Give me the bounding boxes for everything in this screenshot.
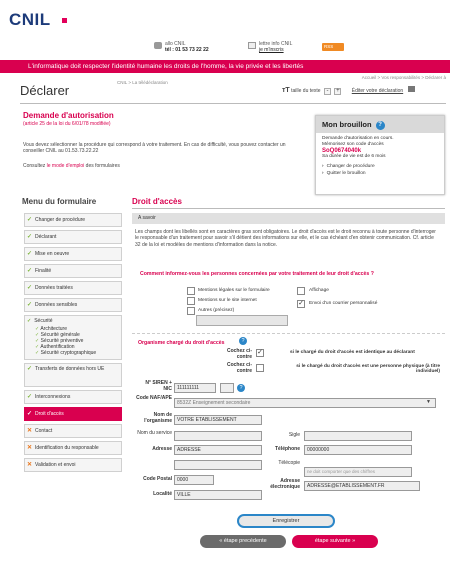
cross-icon: ✕ <box>27 462 33 468</box>
email-label: Adresse électronique <box>270 478 300 490</box>
check-icon: ✓ <box>27 251 33 257</box>
sub-label: Sécurité cryptographique <box>40 350 97 356</box>
divider <box>20 103 446 104</box>
form-menu <box>24 213 122 475</box>
menu-item-label: Validation et envoi <box>35 462 76 468</box>
checkbox-mentions-internet[interactable] <box>187 297 195 305</box>
sub-label: Authentification <box>40 344 75 350</box>
menu-item-label: Déclarant <box>35 234 57 240</box>
menu-item-droit-acces[interactable] <box>24 407 122 421</box>
phone-number: tél : 01 53 73 22 22 <box>165 47 209 53</box>
draft-line1: Demande d'autorisation en cours. <box>322 136 394 141</box>
draft-header <box>316 116 444 133</box>
menu-item-interconnexions[interactable] <box>24 390 122 404</box>
service-input[interactable] <box>174 431 262 441</box>
check-icon: ✓ <box>27 411 33 417</box>
telecopie-input[interactable]: ne doit comporter que des chiffres <box>304 467 412 477</box>
intro-text: Vous devez sélectionner la procédure qui correspond à votre traitement. En cas de difficulté, vous pouvez contacter un conseiller CNIL au 01.53.73.22.22 <box>23 142 286 154</box>
menu-item-label: Données traitées <box>35 285 73 291</box>
info-text: Les champs dont les libellés sont en caractères gras sont obligatoires. Le droit d'accès est le droit reconnu à toute personne d'interroger le responsable d'un traitement pour savoir s'il détient des informations sur elle, et le cas échéant d'en obtenir communication. Cf. article 32 de la loi et modèles de mentions d'information dans la notice. <box>135 229 436 248</box>
menu-item-changer[interactable] <box>24 213 122 227</box>
cochez-label-2: Cochez ci-contre <box>226 362 252 374</box>
checkbox-autres[interactable] <box>187 307 195 315</box>
save-button[interactable]: Enregistrer <box>237 514 335 528</box>
menu-item-transferts[interactable] <box>24 363 122 387</box>
nom-input[interactable]: VOTRE ETABLISSEMENT <box>174 415 262 425</box>
newsletter-link[interactable]: je m'inscris <box>259 47 284 53</box>
edit-declaration-link[interactable]: Éditer votre déclaration <box>351 88 404 94</box>
menu-item-label: Interconnexions <box>35 394 71 400</box>
cp-input[interactable]: 0000 <box>174 475 214 485</box>
checkbox-mentions-legales[interactable] <box>187 287 195 295</box>
menu-item-label: Identification du responsable <box>35 445 99 451</box>
menu-item-label: Données sensibles <box>35 302 78 308</box>
phone-icon <box>154 42 162 49</box>
consult-prefix: Consultez <box>23 163 47 169</box>
check-icon: ✓ <box>27 366 33 372</box>
menu-item-validation[interactable] <box>24 458 122 472</box>
text-size-label: taille du texte <box>291 88 321 94</box>
logo-dot <box>62 18 67 23</box>
rss-icon: RSS <box>324 44 334 49</box>
menu-item-sensibles[interactable] <box>24 298 122 312</box>
consult-suffix: des formulaires <box>84 163 120 169</box>
menu-subitem[interactable] <box>27 350 119 356</box>
cnil-logo[interactable]: CNIL <box>9 10 51 29</box>
checkbox-courrier[interactable]: ✓ <box>298 300 304 307</box>
draft-line3: Sa durée de vie est de 6 mois <box>322 154 386 159</box>
menu-item-label: Transferts de données hors UE <box>35 366 105 372</box>
check-icon: ✓ <box>27 394 33 400</box>
declaration-title: Demande d'autorisation <box>23 111 114 120</box>
menu-item-declarant[interactable] <box>24 230 122 244</box>
sub-label: Sécurité préventive <box>40 338 84 344</box>
newsletter-block <box>259 41 292 53</box>
cross-icon: ✕ <box>27 445 33 451</box>
mail-icon <box>248 42 256 49</box>
check-icon: ✓ <box>27 318 32 324</box>
print-icon[interactable] <box>408 86 415 92</box>
label-identique-declarant: si le chargé du droit d'accès est identique au déclarant <box>290 350 415 355</box>
telephone-label: Téléphone <box>274 446 300 452</box>
breadcrumb[interactable]: CNIL > La télédéclaration <box>117 80 168 85</box>
previous-step-button[interactable]: « étape precédente <box>200 535 286 548</box>
sub-label: Sécurité générale <box>40 332 80 338</box>
declaration-subtitle: (article 25 de la loi du 6/01/78 modifiée) <box>23 121 111 127</box>
label-mentions-internet: Mentions sur le site internet <box>198 298 257 303</box>
menu-item-finalite[interactable] <box>24 264 122 278</box>
checkbox-personne-physique[interactable] <box>256 364 264 372</box>
label-courrier: Envoi d'un courrier personnalisé <box>309 301 378 306</box>
telephone-input[interactable]: 00000000 <box>304 445 412 455</box>
menu-item-securite[interactable] <box>24 315 122 360</box>
check-icon: ✓ <box>27 217 33 223</box>
text-size-icon: тT <box>282 87 290 94</box>
autres-input[interactable] <box>196 315 288 326</box>
nic-input[interactable] <box>220 383 234 393</box>
nom-label: Nom de l'organisme <box>144 412 172 424</box>
checkbox-affichage[interactable] <box>297 287 305 295</box>
next-step-button[interactable]: étape suivante » <box>292 535 378 548</box>
draft-title: Mon brouillon <box>322 120 372 129</box>
help-icon[interactable]: ? <box>239 337 247 345</box>
cross-icon: ✕ <box>27 428 33 434</box>
menu-item-identification[interactable] <box>24 441 122 455</box>
change-procedure-link[interactable]: › Changer de procédure <box>322 164 438 170</box>
menu-item-contact[interactable] <box>24 424 122 438</box>
label-affichage: Affichage <box>309 288 329 293</box>
menu-item-label: Changer de procédure <box>35 217 86 223</box>
help-icon[interactable]: ? <box>376 121 385 130</box>
draft-code: SoQ0674040k <box>322 148 362 154</box>
ville-input[interactable]: VILLE <box>174 490 262 500</box>
phone-label: allo CNIL <box>165 41 186 47</box>
check-icon: ✓ <box>35 350 40 356</box>
menu-item-label: Contact <box>35 428 53 434</box>
naf-select[interactable]: 8532Z Enseignement secondaire <box>174 398 436 408</box>
a-savoir-header[interactable]: A savoir <box>132 213 445 224</box>
service-label: Nom du service <box>137 430 172 436</box>
adresse-label: Adresse <box>152 446 172 452</box>
draft-line2: Mémorisez son code d'accès <box>322 142 384 147</box>
sigle-input[interactable] <box>304 431 412 441</box>
checkbox-identique-declarant[interactable]: ✓ <box>257 349 263 356</box>
adresse-input-1[interactable]: ADRESSE <box>174 445 262 455</box>
sigle-label: Sigle <box>288 432 300 438</box>
label-autres: Autres (précisez) <box>198 308 235 313</box>
adresse-input-2[interactable] <box>174 460 262 470</box>
siren-input[interactable]: 111111111 <box>174 383 216 393</box>
divider <box>132 208 445 209</box>
chevron-down-icon[interactable]: ▼ <box>426 399 431 405</box>
email-input[interactable]: ADRESSE@ETABLISSEMENT.FR <box>304 481 420 491</box>
newsletter-label: lettre info CNIL <box>259 41 293 47</box>
draft-panel <box>315 115 445 195</box>
cp-label: Code Postal <box>143 476 172 482</box>
siren-label: N° SIREN + NIC <box>145 380 172 392</box>
check-icon: ✓ <box>27 268 33 274</box>
mode-emploi-link[interactable]: le mode d'emploi <box>46 163 85 169</box>
consult-text <box>23 163 120 169</box>
naf-label: Code NAF/APE <box>136 395 172 401</box>
menu-item-label: Mise en oeuvre <box>35 251 70 257</box>
check-icon: ✓ <box>27 234 33 240</box>
check-icon: ✓ <box>35 326 40 332</box>
text-minus-button[interactable]: - <box>324 88 331 95</box>
quit-draft-link[interactable]: › Quitter le brouillon <box>322 171 438 177</box>
section-title: Droit d'accès <box>132 197 182 206</box>
page-title: Déclarer <box>20 83 70 98</box>
telecopie-label: Télécopie <box>278 460 300 466</box>
rss-button[interactable] <box>322 43 344 51</box>
label-mentions-legales: Mentions légales sur le formulaire <box>198 288 270 293</box>
menu-item-mise-en-oeuvre[interactable] <box>24 247 122 261</box>
information-question: Comment informez-vous les personnes concernées par votre traitement de leur droit d'accès ? <box>140 271 374 277</box>
divider <box>132 333 445 334</box>
sub-label: Architecture <box>40 326 68 332</box>
ville-label: Localité <box>153 491 172 497</box>
motto-banner: L'informatique doit respecter l'identité humaine les droits de l'homme, la vie privée et les libertés <box>0 60 450 73</box>
text-plus-button[interactable]: + <box>336 88 340 94</box>
menu-item-label: Sécurité <box>34 318 53 324</box>
menu-item-donnees[interactable] <box>24 281 122 295</box>
toolbar <box>282 86 415 95</box>
check-icon: ✓ <box>35 344 40 350</box>
menu-item-label: Droit d'accès <box>35 411 64 417</box>
help-icon[interactable]: ? <box>237 384 245 392</box>
top-breadcrumb[interactable]: Accueil > Vos responsabilités > Déclarer à <box>361 75 446 80</box>
menu-item-label: Finalité <box>35 268 52 274</box>
check-icon: ✓ <box>27 285 33 291</box>
phone-block <box>165 41 209 53</box>
check-icon: ✓ <box>35 338 40 344</box>
label-personne-physique: si le chargé du droit d'accès est une personne physique (à titre individuel) <box>296 364 440 374</box>
cochez-label-1: Cochez ci-contre <box>226 348 252 360</box>
check-icon: ✓ <box>27 302 33 308</box>
menu-title: Menu du formulaire <box>22 197 97 206</box>
check-icon: ✓ <box>35 332 40 338</box>
org-title: Organisme chargé du droit d'accès <box>138 340 225 346</box>
